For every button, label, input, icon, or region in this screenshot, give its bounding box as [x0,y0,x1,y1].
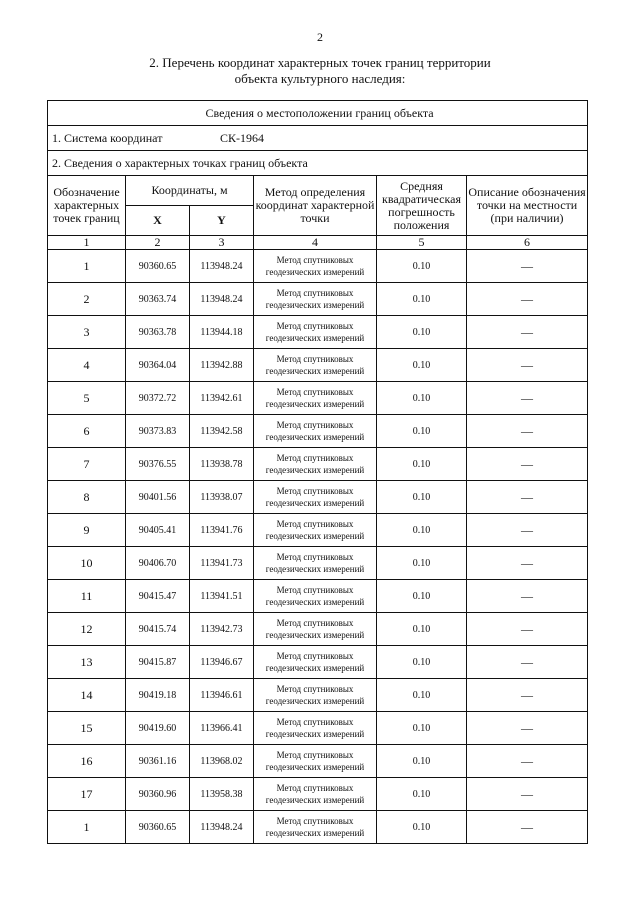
description-cell: — [467,250,588,283]
table-row [48,415,588,448]
table-row [48,679,588,712]
table-row [48,382,588,415]
point-cell: 16 [48,745,126,778]
method-cell: Метод спутниковых геодезических измерений [254,415,377,448]
y-cell: 113958.38 [190,778,254,811]
x-cell: 90405.41 [126,514,190,547]
error-cell: 0.10 [377,547,467,580]
title-line-1: 2. Перечень координат характерных точек границ территории [149,55,491,70]
description-cell: — [467,448,588,481]
y-cell: 113948.24 [190,283,254,316]
point-cell: 9 [48,514,126,547]
coordinates-table [47,100,588,844]
header-x: X [126,206,190,236]
header-description: Описание обозначения точки на местности (при наличии) [467,176,588,236]
point-cell: 2 [48,283,126,316]
point-cell: 5 [48,382,126,415]
column-number: 2 [126,236,190,250]
error-cell: 0.10 [377,514,467,547]
error-cell: 0.10 [377,349,467,382]
method-cell: Метод спутниковых геодезических измерений [254,580,377,613]
column-number: 4 [254,236,377,250]
point-cell: 14 [48,679,126,712]
table-row [48,646,588,679]
table-row [48,580,588,613]
y-cell: 113968.02 [190,745,254,778]
description-cell: — [467,349,588,382]
column-number: 6 [467,236,588,250]
error-cell: 0.10 [377,415,467,448]
y-cell: 113941.51 [190,580,254,613]
coordinate-system-row [48,126,588,151]
table-row [48,547,588,580]
point-cell: 8 [48,481,126,514]
table-row [48,448,588,481]
x-cell: 90363.74 [126,283,190,316]
table-row [48,283,588,316]
method-cell: Метод спутниковых геодезических измерений [254,250,377,283]
description-cell: — [467,580,588,613]
coordinate-system-label: 1. Система координат [52,130,163,145]
x-cell: 90363.78 [126,316,190,349]
y-cell: 113948.24 [190,250,254,283]
description-cell: — [467,646,588,679]
description-cell: — [467,382,588,415]
point-cell: 11 [48,580,126,613]
method-cell: Метод спутниковых геодезических измерений [254,448,377,481]
method-cell: Метод спутниковых геодезических измерений [254,283,377,316]
table-row [48,745,588,778]
header-y: Y [190,206,254,236]
table-row [48,778,588,811]
coordinate-system-value: СК-1964 [220,130,265,145]
method-cell: Метод спутниковых геодезических измерений [254,613,377,646]
error-cell: 0.10 [377,811,467,844]
column-number: 3 [190,236,254,250]
table-row [48,514,588,547]
point-cell: 13 [48,646,126,679]
error-cell: 0.10 [377,778,467,811]
x-cell: 90360.65 [126,250,190,283]
document-title [80,55,560,87]
error-cell: 0.10 [377,712,467,745]
x-cell: 90361.16 [126,745,190,778]
point-cell: 4 [48,349,126,382]
header-error: Средняя квадратическая погрешность положения [377,176,467,236]
error-cell: 0.10 [377,316,467,349]
method-cell: Метод спутниковых геодезических измерений [254,547,377,580]
header-designation: Обозначение характерных точек границ [48,176,126,236]
x-cell: 90415.47 [126,580,190,613]
table-row [48,613,588,646]
error-cell: 0.10 [377,283,467,316]
x-cell: 90372.72 [126,382,190,415]
point-cell: 6 [48,415,126,448]
y-cell: 113938.07 [190,481,254,514]
point-cell: 3 [48,316,126,349]
error-cell: 0.10 [377,613,467,646]
description-cell: — [467,415,588,448]
x-cell: 90419.60 [126,712,190,745]
page-number: 2 [317,30,323,44]
method-cell: Метод спутниковых геодезических измерений [254,712,377,745]
method-cell: Метод спутниковых геодезических измерений [254,646,377,679]
y-cell: 113948.24 [190,811,254,844]
table-row [48,250,588,283]
method-cell: Метод спутниковых геодезических измерений [254,349,377,382]
method-cell: Метод спутниковых геодезических измерений [254,778,377,811]
error-cell: 0.10 [377,448,467,481]
error-cell: 0.10 [377,679,467,712]
error-cell: 0.10 [377,646,467,679]
column-number: 1 [48,236,126,250]
x-cell: 90415.87 [126,646,190,679]
description-cell: — [467,712,588,745]
column-number-row [48,236,588,250]
point-cell: 10 [48,547,126,580]
y-cell: 113946.67 [190,646,254,679]
x-cell: 90401.56 [126,481,190,514]
description-cell: — [467,481,588,514]
description-cell: — [467,778,588,811]
y-cell: 113938.78 [190,448,254,481]
error-cell: 0.10 [377,580,467,613]
table-row [48,481,588,514]
y-cell: 113941.76 [190,514,254,547]
description-cell: — [467,811,588,844]
description-cell: — [467,745,588,778]
x-cell: 90376.55 [126,448,190,481]
x-cell: 90360.96 [126,778,190,811]
description-cell: — [467,514,588,547]
point-cell: 12 [48,613,126,646]
method-cell: Метод спутниковых геодезических измерений [254,679,377,712]
method-cell: Метод спутниковых геодезических измерений [254,481,377,514]
method-cell: Метод спутниковых геодезических измерений [254,316,377,349]
x-cell: 90415.74 [126,613,190,646]
y-cell: 113944.18 [190,316,254,349]
section-title: Сведения о местоположении границ объекта [48,101,588,126]
point-cell: 1 [48,811,126,844]
column-number: 5 [377,236,467,250]
description-cell: — [467,679,588,712]
point-cell: 15 [48,712,126,745]
error-cell: 0.10 [377,250,467,283]
point-cell: 17 [48,778,126,811]
description-cell: — [467,613,588,646]
x-cell: 90364.04 [126,349,190,382]
method-cell: Метод спутниковых геодезических измерений [254,745,377,778]
table-row [48,811,588,844]
error-cell: 0.10 [377,481,467,514]
description-cell: — [467,547,588,580]
y-cell: 113941.73 [190,547,254,580]
x-cell: 90406.70 [126,547,190,580]
y-cell: 113942.88 [190,349,254,382]
points-section-title: 2. Сведения о характерных точках границ объекта [48,151,588,176]
error-cell: 0.10 [377,745,467,778]
error-cell: 0.10 [377,382,467,415]
y-cell: 113942.61 [190,382,254,415]
table-row [48,316,588,349]
header-coordinates: Координаты, м [126,176,254,206]
y-cell: 113942.58 [190,415,254,448]
x-cell: 90419.18 [126,679,190,712]
title-line-2: объекта культурного наследия: [234,71,406,86]
description-cell: — [467,283,588,316]
header-method: Метод определения координат характерной точки [254,176,377,236]
table-row [48,712,588,745]
point-cell: 7 [48,448,126,481]
method-cell: Метод спутниковых геодезических измерений [254,382,377,415]
x-cell: 90373.83 [126,415,190,448]
x-cell: 90360.65 [126,811,190,844]
y-cell: 113946.61 [190,679,254,712]
y-cell: 113942.73 [190,613,254,646]
table-row [48,349,588,382]
y-cell: 113966.41 [190,712,254,745]
method-cell: Метод спутниковых геодезических измерений [254,811,377,844]
method-cell: Метод спутниковых геодезических измерений [254,514,377,547]
description-cell: — [467,316,588,349]
point-cell: 1 [48,250,126,283]
